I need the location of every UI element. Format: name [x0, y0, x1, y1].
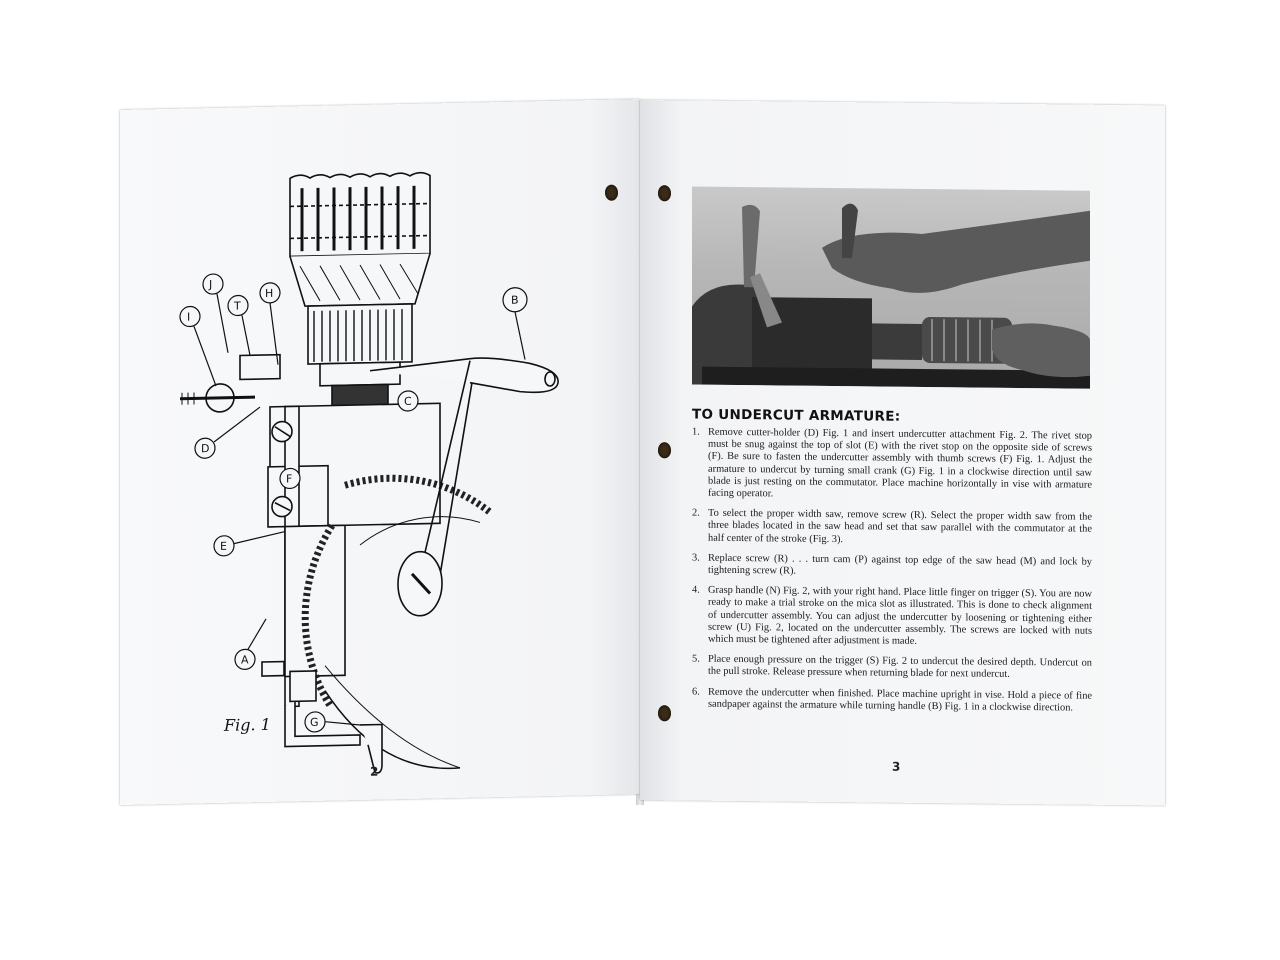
instruction-step [692, 427, 1092, 504]
step-number: 4. [692, 584, 700, 596]
step-number: 2. [692, 507, 700, 519]
page-number-right: 3 [892, 759, 901, 774]
callout-h: H [265, 286, 274, 300]
instruction-step [692, 552, 1092, 581]
left-page [120, 99, 640, 805]
step-text: Remove the undercutter when finished. Place machine upright in vise. Hold a piece of fine sandpaper against the armature while turning handle (B) Fig. 1 in a clockwise direction. [708, 686, 1092, 714]
undercutter-photo [692, 187, 1090, 389]
callout-f: F [286, 472, 293, 486]
callout-a: A [241, 653, 249, 667]
right-page [640, 100, 1165, 805]
step-number: 6. [692, 686, 700, 698]
callout-c: C [404, 394, 412, 409]
instruction-steps [692, 427, 1092, 723]
binder-hole-middle [658, 442, 671, 458]
binder-hole-top [658, 185, 671, 201]
step-text: Place enough pressure on the trigger (S) Fig. 2 to undercut the desired depth. Undercut on the pull stroke. Release pressure when returning blade for next undercut. [708, 653, 1092, 681]
step-text: Replace screw (R) . . . turn cam (P) against top edge of the saw head (M) and lock by tightening screw (R). [708, 552, 1092, 577]
instruction-step [692, 585, 1092, 650]
instruction-step [692, 508, 1092, 549]
page-number-left: 2 [370, 764, 379, 779]
callout-e: E [220, 539, 227, 553]
instruction-step [692, 654, 1092, 683]
callout-d: D [201, 442, 210, 456]
binder-hole-left-top [605, 185, 618, 201]
callout-t: T [234, 299, 241, 313]
callout-j: J [209, 278, 213, 292]
step-number: 1. [692, 426, 700, 438]
step-text: To select the proper width saw, remove screw (R). Select the proper width saw from the three blades located in the saw head and set that saw parallel with the commutator at the half center of the stroke (Fig. 3). [708, 507, 1092, 545]
instruction-step [692, 686, 1092, 715]
step-text: Grasp handle (N) Fig. 2, with your right hand. Place little finger on trigger (S). You are now ready to make a trial stroke on the mica slot as illustrated. This is done to check alignment of undercutter assembly. You can adjust the undercutter by loosening or tightening either screw (U) Fig. 2, located on the undercutter assembly. The screws are locked with nuts which must be tightened after adjustment is made. [708, 584, 1092, 647]
binder-hole-bottom [658, 705, 671, 721]
step-text: Remove cutter-holder (D) Fig. 1 and insert undercutter attachment Fig. 2. The rivet stop must be snug against the top of slot (E) with the rivet stop on the opposite side of screws (F). Be sure to fasten the undercutter assembly with thumb screws (F) Fig. 1. Adjust the armature to undercut by turning small crank (G) Fig. 1 in a clockwise direction until saw blade is just resting on the commutator. Place machine horizontally in vise with armature facing operator. [708, 426, 1092, 500]
step-number: 3. [692, 552, 700, 564]
step-number: 5. [692, 653, 700, 665]
callout-b: B [511, 293, 519, 307]
figure-1-diagram [120, 99, 640, 805]
callout-g: G [310, 715, 319, 730]
callout-i: I [187, 310, 191, 324]
figure-caption: Fig. 1 [224, 714, 271, 735]
section-heading: TO UNDERCUT ARMATURE: [692, 406, 901, 425]
